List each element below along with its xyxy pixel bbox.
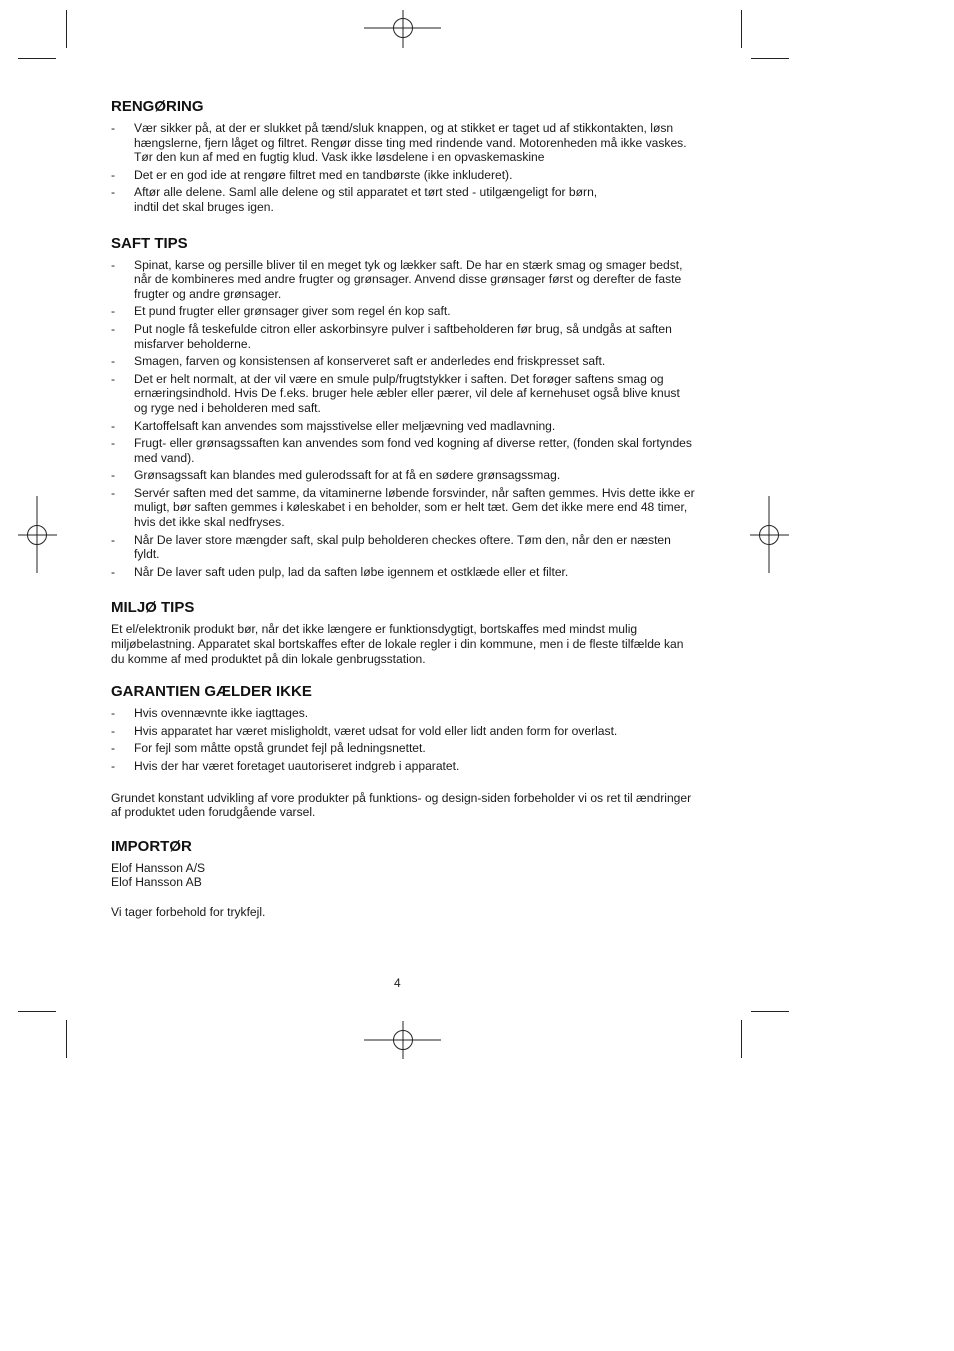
importer-line: Elof Hansson AB (111, 875, 202, 890)
list-item: - Det er helt normalt, at der vil være en smule pulp/frugtstykker i saften. Det forøger saftens smag og ernæringsindhold. Hvis De f.eks. bruger hele æbler eller pærer, vil dele af kernehuset også blive knust og ryge ned i beholderen med saft. (111, 371, 680, 415)
list-item: - For fejl som måtte opstå grundet fejl på ledningsnettet. (111, 741, 426, 756)
cleaning-list (111, 121, 696, 215)
list-item: - Hvis ovennævnte ikke iagttages. (111, 706, 309, 721)
registration-mark-bottom (364, 1021, 441, 1059)
list-item: - Frugt- eller grønsagssaften kan anvendes som fond ved kogning af diverse retter, (fonden skal fortyndes med vand). (111, 436, 692, 465)
list-item: - Servér saften med det samme, da vitaminerne løbende forsvinder, når saften gemmes. Hvis dette ikke er muligt, bør saften gemmes i køleskabet i en beholder, som er helt tæt. Gem det ikke mere end 48 timer, hvis det ikke skal nedfryses. (111, 485, 695, 530)
section-title-cleaning: RENGØRING (111, 98, 204, 115)
warranty-list (111, 706, 696, 773)
section-title-juice-tips: SAFT TIPS (111, 234, 188, 252)
list-item: - Kartoffelsaft kan anvendes som majsstivelse eller meljævning ved madlavning. (111, 418, 556, 433)
list-item: - Når De laver store mængder saft, skal pulp beholderen checkes oftere. Tøm den, når den er næsten fyldt. (111, 532, 671, 562)
registration-mark-top (364, 10, 441, 48)
importer-line: Elof Hansson A/S (111, 860, 206, 875)
list-item: - Hvis der har været foretaget uautoriseret indgreb i apparatet. (111, 759, 460, 773)
section-environment-tips (111, 599, 696, 666)
list-item: - Det er en god ide at rengøre filtret med en tandbørste (ikke inkluderet). (111, 167, 513, 182)
section-title-environment-tips: MILJØ TIPS (111, 599, 195, 617)
list-item: - Hvis apparatet har været misligholdt, været udsat for vold eller lidt anden form for overlast. (111, 723, 618, 738)
list-item: - Aftør alle delene. Saml alle delene og stil apparatet et tørt sted - utilgængeligt for børn, indtil det skal bruges igen. (111, 185, 598, 214)
list-item: - Grønsagssaft kan blandes med gulerodssaft for at få en sødere grønsagssmag. (111, 468, 561, 483)
section-warranty (111, 683, 696, 820)
document-content (111, 98, 696, 936)
section-title-importer: IMPORTØR (111, 837, 192, 855)
registration-mark-left (18, 496, 57, 573)
list-item: - Spinat, karse og persille bliver til en meget tyk og lækker saft. De har en stærk smag og smager bedst, når de kombineres med andre frugter og grønsager. Anvend disse grønsager først og derefter de faste frugter og andre grønsager. (111, 257, 683, 301)
page-number: 4 (394, 976, 401, 990)
list-item: - Smagen, farven og konsistensen af konserveret saft er anderledes end friskpresset saft. (111, 354, 606, 369)
registration-mark-right (750, 496, 789, 573)
list-item: - Vær sikker på, at der er slukket på tænd/sluk knappen, og at stikket er taget ud af stikkontakten, løsn hængslerne, fjern låget og filtret. Rengør disse ting med rindende vand. Motorenheden må ikke vaskes. Tør den kun af med en fugtig klud. Vask ikke løsdelene i en opvaskemaskine (111, 121, 687, 165)
product-change-note: Grundet konstant udvikling af vore produkter på funktions- og design-siden forbeholder vi os ret til ændringer af produktet uden forudgående varsel. (111, 790, 692, 820)
list-item: - Når De laver saft uden pulp, lad da saften løbe igennem et ostklæde eller et filter. (111, 564, 569, 579)
juice-tips-list (111, 258, 696, 580)
list-item-continuation: indtil det skal bruges igen. (134, 199, 274, 214)
section-cleaning (111, 98, 696, 215)
list-item: - Et pund frugter eller grønsager giver som regel én kop saft. (111, 304, 451, 319)
environment-text: Et el/elektronik produkt bør, når det ikke længere er funktionsdygtigt, bortskaffes med mindst mulig miljøbelastning. Apparatet skal bortskaffes efter de lokale regler i din kommune, men i de fleste tilfælde kan du komme af med produktet på din lokale genbrugsstation. (111, 622, 684, 666)
section-juice-tips (111, 235, 696, 580)
print-disclaimer: Vi tager forbehold for trykfejl. (111, 904, 266, 919)
list-item: - Put nogle få teskefulde citron eller askorbinsyre pulver i saftbeholderen før brug, så undgås at saften misfarver beholderne. (111, 321, 672, 351)
section-importer (111, 838, 696, 920)
section-title-warranty: GARANTIEN GÆLDER IKKE (111, 683, 312, 701)
